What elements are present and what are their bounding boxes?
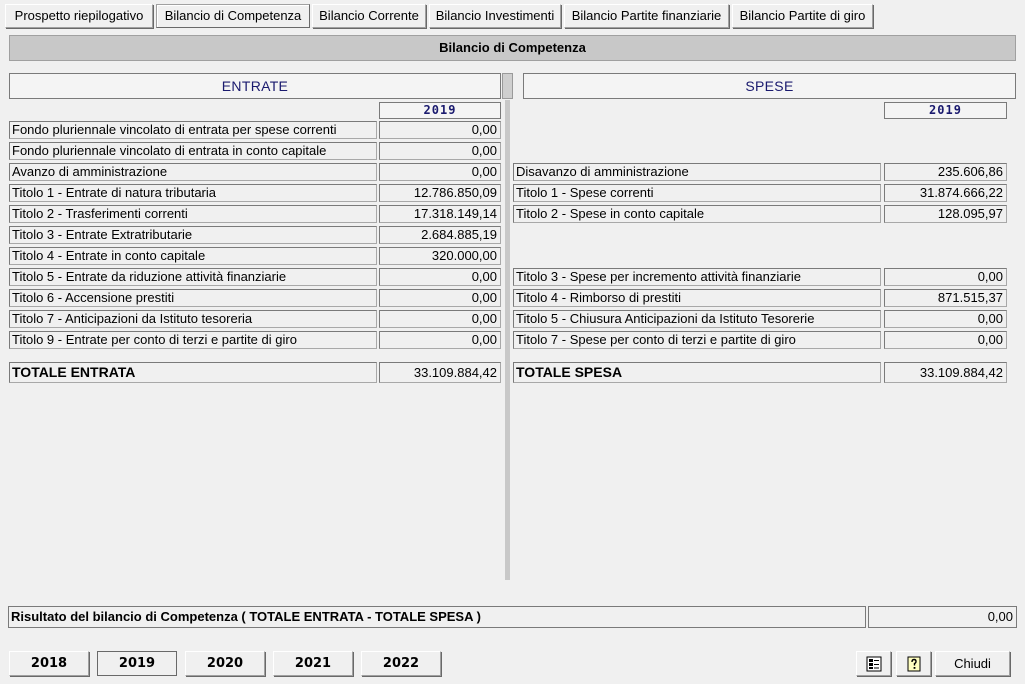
tab-prospetto-riepilogativo[interactable]: Prospetto riepilogativo: [5, 4, 153, 28]
page-title: Bilancio di Competenza: [9, 35, 1016, 61]
spese-row-value[interactable]: 0,00: [884, 331, 1007, 349]
spese-row-label: Titolo 3 - Spese per incremento attività finanziarie: [513, 268, 881, 286]
entrate-row-label: Titolo 6 - Accensione prestiti: [9, 289, 377, 307]
help-icon: [906, 656, 922, 672]
tab-bilancio-competenza[interactable]: Bilancio di Competenza: [156, 4, 310, 28]
totale-spesa-value: 33.109.884,42: [884, 362, 1007, 383]
entrate-row-value[interactable]: 0,00: [379, 142, 501, 160]
entrate-row-label: Titolo 9 - Entrate per conto di terzi e partite di giro: [9, 331, 377, 349]
year-2018-button[interactable]: 2018: [9, 651, 89, 676]
panel-splitter[interactable]: [502, 73, 513, 580]
year-2019-button[interactable]: 2019: [97, 651, 177, 676]
entrate-row-value[interactable]: 2.684.885,19: [379, 226, 501, 244]
entrate-row-value[interactable]: 0,00: [379, 331, 501, 349]
entrate-row-label: Titolo 5 - Entrate da riduzione attività finanziarie: [9, 268, 377, 286]
spese-row-value[interactable]: 0,00: [884, 310, 1007, 328]
tab-bilancio-corrente[interactable]: Bilancio Corrente: [312, 4, 426, 28]
entrate-row-value[interactable]: 320.000,00: [379, 247, 501, 265]
entrate-year-column-header: 2019: [379, 102, 501, 119]
totale-spesa-label: TOTALE SPESA: [513, 362, 881, 383]
tab-bilancio-partite-finanziarie[interactable]: Bilancio Partite finanziarie: [564, 4, 729, 28]
spese-row-label: Disavanzo di amministrazione: [513, 163, 881, 181]
totale-entrata-value: 33.109.884,42: [379, 362, 501, 383]
entrate-row-label: Titolo 3 - Entrate Extratributarie: [9, 226, 377, 244]
risultato-value: 0,00: [868, 606, 1017, 628]
spese-row-value[interactable]: 31.874.666,22: [884, 184, 1007, 202]
print-list-button[interactable]: [856, 651, 891, 676]
spese-row-label: Titolo 1 - Spese correnti: [513, 184, 881, 202]
spese-row-label: Titolo 4 - Rimborso di prestiti: [513, 289, 881, 307]
print-list-icon: [866, 656, 882, 672]
spese-row-value[interactable]: 128.095,97: [884, 205, 1007, 223]
spese-row-label: Titolo 2 - Spese in conto capitale: [513, 205, 881, 223]
entrate-heading: ENTRATE: [9, 73, 501, 99]
entrate-row-label: Fondo pluriennale vincolato di entrata in conto capitale: [9, 142, 377, 160]
entrate-row-value[interactable]: 0,00: [379, 310, 501, 328]
tab-bilancio-investimenti[interactable]: Bilancio Investimenti: [429, 4, 561, 28]
totale-entrata-label: TOTALE ENTRATA: [9, 362, 377, 383]
spese-row-value[interactable]: 235.606,86: [884, 163, 1007, 181]
entrate-row-value[interactable]: 12.786.850,09: [379, 184, 501, 202]
close-button[interactable]: Chiudi: [935, 651, 1010, 676]
entrate-row-value[interactable]: 0,00: [379, 163, 501, 181]
spese-year-column-header: 2019: [884, 102, 1007, 119]
year-2022-button[interactable]: 2022: [361, 651, 441, 676]
spese-heading: SPESE: [523, 73, 1016, 99]
entrate-row-label: Titolo 1 - Entrate di natura tributaria: [9, 184, 377, 202]
help-button[interactable]: [896, 651, 931, 676]
risultato-label: Risultato del bilancio di Competenza ( TOTALE ENTRATA - TOTALE SPESA ): [8, 606, 866, 628]
spese-row-value[interactable]: 0,00: [884, 268, 1007, 286]
spese-row-label: Titolo 5 - Chiusura Anticipazioni da Istituto Tesorerie: [513, 310, 881, 328]
entrate-row-label: Fondo pluriennale vincolato di entrata per spese correnti: [9, 121, 377, 139]
entrate-row-value[interactable]: 0,00: [379, 289, 501, 307]
tab-bilancio-partite-di-giro[interactable]: Bilancio Partite di giro: [732, 4, 873, 28]
year-2021-button[interactable]: 2021: [273, 651, 353, 676]
spese-row-label: Titolo 7 - Spese per conto di terzi e partite di giro: [513, 331, 881, 349]
entrate-row-value[interactable]: 0,00: [379, 268, 501, 286]
entrate-row-label: Titolo 2 - Trasferimenti correnti: [9, 205, 377, 223]
year-2020-button[interactable]: 2020: [185, 651, 265, 676]
entrate-row-value[interactable]: 0,00: [379, 121, 501, 139]
entrate-row-label: Titolo 7 - Anticipazioni da Istituto tesoreria: [9, 310, 377, 328]
splitter-grip[interactable]: [502, 73, 513, 99]
entrate-row-label: Titolo 4 - Entrate in conto capitale: [9, 247, 377, 265]
splitter-bar[interactable]: [505, 100, 510, 580]
entrate-row-label: Avanzo di amministrazione: [9, 163, 377, 181]
entrate-row-value[interactable]: 17.318.149,14: [379, 205, 501, 223]
spese-row-value[interactable]: 871.515,37: [884, 289, 1007, 307]
